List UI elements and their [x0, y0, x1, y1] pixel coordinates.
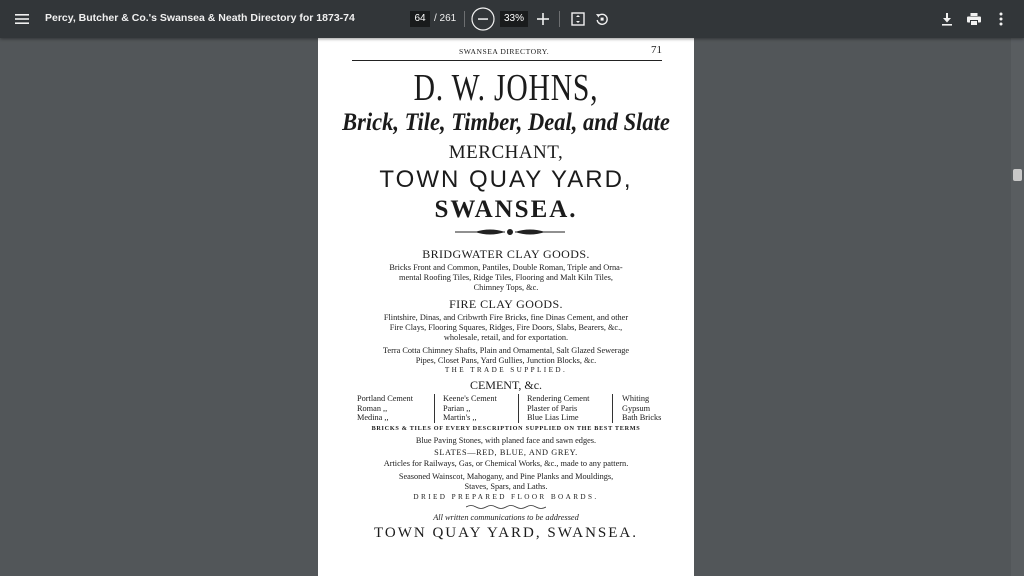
- fireclay-line: Flintshire, Dinas, and Cribwrth Fire Bricks, fine Dinas Cement, and other: [383, 313, 629, 322]
- page-number-input[interactable]: [410, 11, 430, 27]
- fireclay-heading: FIRE CLAY GOODS.: [449, 297, 563, 311]
- column-rule: [518, 394, 519, 423]
- fireclay-line: Fire Clays, Flooring Squares, Ridges, Fire Doors, Slabs, Bearers, &c.,: [389, 323, 623, 332]
- toolbar-divider: [464, 11, 465, 27]
- running-head: SWANSEA DIRECTORY.: [459, 47, 550, 56]
- bridgwater-line: Chimney Tops, &c.: [473, 283, 539, 292]
- rotate-icon[interactable]: [590, 7, 614, 31]
- merchant-name: D. W. JOHNS,: [413, 67, 599, 109]
- terracotta-line: Terra Cotta Chimney Shafts, Plain and Ornamental, Salt Glazed Sewerage: [382, 346, 630, 355]
- bridgwater-line: Bricks Front and Common, Pantiles, Double Roman, Triple and Orna-: [389, 263, 623, 272]
- zoom-in-icon[interactable]: [531, 7, 555, 31]
- cement-item: Parian ,,: [443, 403, 471, 413]
- cement-item: Whiting: [622, 394, 650, 403]
- cement-column: [527, 394, 589, 423]
- cement-item: Medina ,,: [357, 413, 389, 423]
- cement-item: Gypsum: [622, 403, 651, 413]
- scrollbar-thumb[interactable]: [1013, 169, 1022, 181]
- communications-line: All written communications to be addressed: [433, 513, 579, 522]
- trade-description: Brick, Tile, Timber, Deal, and Slate: [342, 109, 670, 136]
- document-title: Percy, Butcher & Co.'s Swansea & Neath Directory for 1873-74: [45, 12, 355, 24]
- bridgwater-line: mental Roofing Tiles, Ridge Tiles, Flooring and Malt Kiln Tiles,: [399, 273, 613, 282]
- column-rule: [434, 394, 435, 423]
- cement-item: Plaster of Paris: [527, 403, 578, 413]
- address-line: TOWN QUAY YARD,: [379, 166, 633, 193]
- wainscot-line: Staves, Spars, and Laths.: [464, 482, 548, 491]
- cement-item: Bath Bricks: [622, 413, 662, 423]
- paving-line: Blue Paving Stones, with planed face and sawn edges.: [415, 436, 597, 445]
- merchant-label: MERCHANT,: [448, 142, 564, 163]
- page-total: / 261: [434, 13, 457, 24]
- pdf-page: [318, 38, 694, 576]
- ornament-divider: [455, 226, 565, 238]
- download-icon[interactable]: [935, 7, 959, 31]
- slates-line: SLATES—RED, BLUE, AND GREY.: [434, 448, 578, 457]
- fit-to-page-icon[interactable]: [566, 7, 590, 31]
- cement-item: Keene's Cement: [443, 394, 497, 403]
- vertical-scrollbar[interactable]: [1011, 38, 1024, 576]
- trade-supplied: THE TRADE SUPPLIED.: [444, 366, 568, 374]
- cement-item: Martin's ,,: [443, 413, 477, 423]
- terracotta-line: Pipes, Closet Pans, Yard Gullies, Junction Blocks, &c.: [415, 356, 597, 365]
- hamburger-menu-icon[interactable]: [10, 7, 34, 31]
- articles-line: Articles for Railways, Gas, or Chemical Works, &c., made to any pattern.: [383, 459, 629, 468]
- fireclay-line: wholesale, retail, and for exportation.: [443, 333, 569, 342]
- bridgwater-heading: BRIDGWATER CLAY GOODS.: [422, 247, 590, 261]
- cement-item: Rendering Cement: [527, 394, 590, 403]
- floor-boards-line: DRIED PREPARED FLOOR BOARDS.: [413, 493, 599, 501]
- cement-item: Roman ,,: [357, 403, 388, 413]
- footer-address: TOWN QUAY YARD, SWANSEA.: [374, 525, 638, 541]
- cement-column: [443, 394, 497, 423]
- print-icon[interactable]: [962, 7, 986, 31]
- zoom-out-icon[interactable]: [471, 7, 495, 31]
- cement-column: [622, 394, 661, 423]
- wainscot-line: Seasoned Wainscot, Mahogany, and Pine Planks and Mouldings,: [398, 472, 614, 481]
- cement-column: [357, 394, 413, 423]
- toolbar-divider: [559, 11, 560, 27]
- pdf-toolbar: [0, 0, 1024, 38]
- zoom-level-input[interactable]: [500, 11, 528, 27]
- wavy-rule: [466, 504, 546, 510]
- cement-item: Blue Lias Lime: [527, 413, 579, 423]
- column-rule: [612, 394, 613, 423]
- cement-item: Portland Cement: [357, 394, 413, 403]
- header-rule: [352, 60, 662, 61]
- cement-heading: CEMENT, &c.: [469, 378, 543, 392]
- town-name: SWANSEA.: [434, 196, 578, 223]
- more-vert-icon[interactable]: [989, 7, 1013, 31]
- page-number: 71: [651, 44, 662, 56]
- bricks-tiles-line: BRICKS & TILES OF EVERY DESCRIPTION SUPPLIED ON THE BEST TERMS: [371, 425, 641, 432]
